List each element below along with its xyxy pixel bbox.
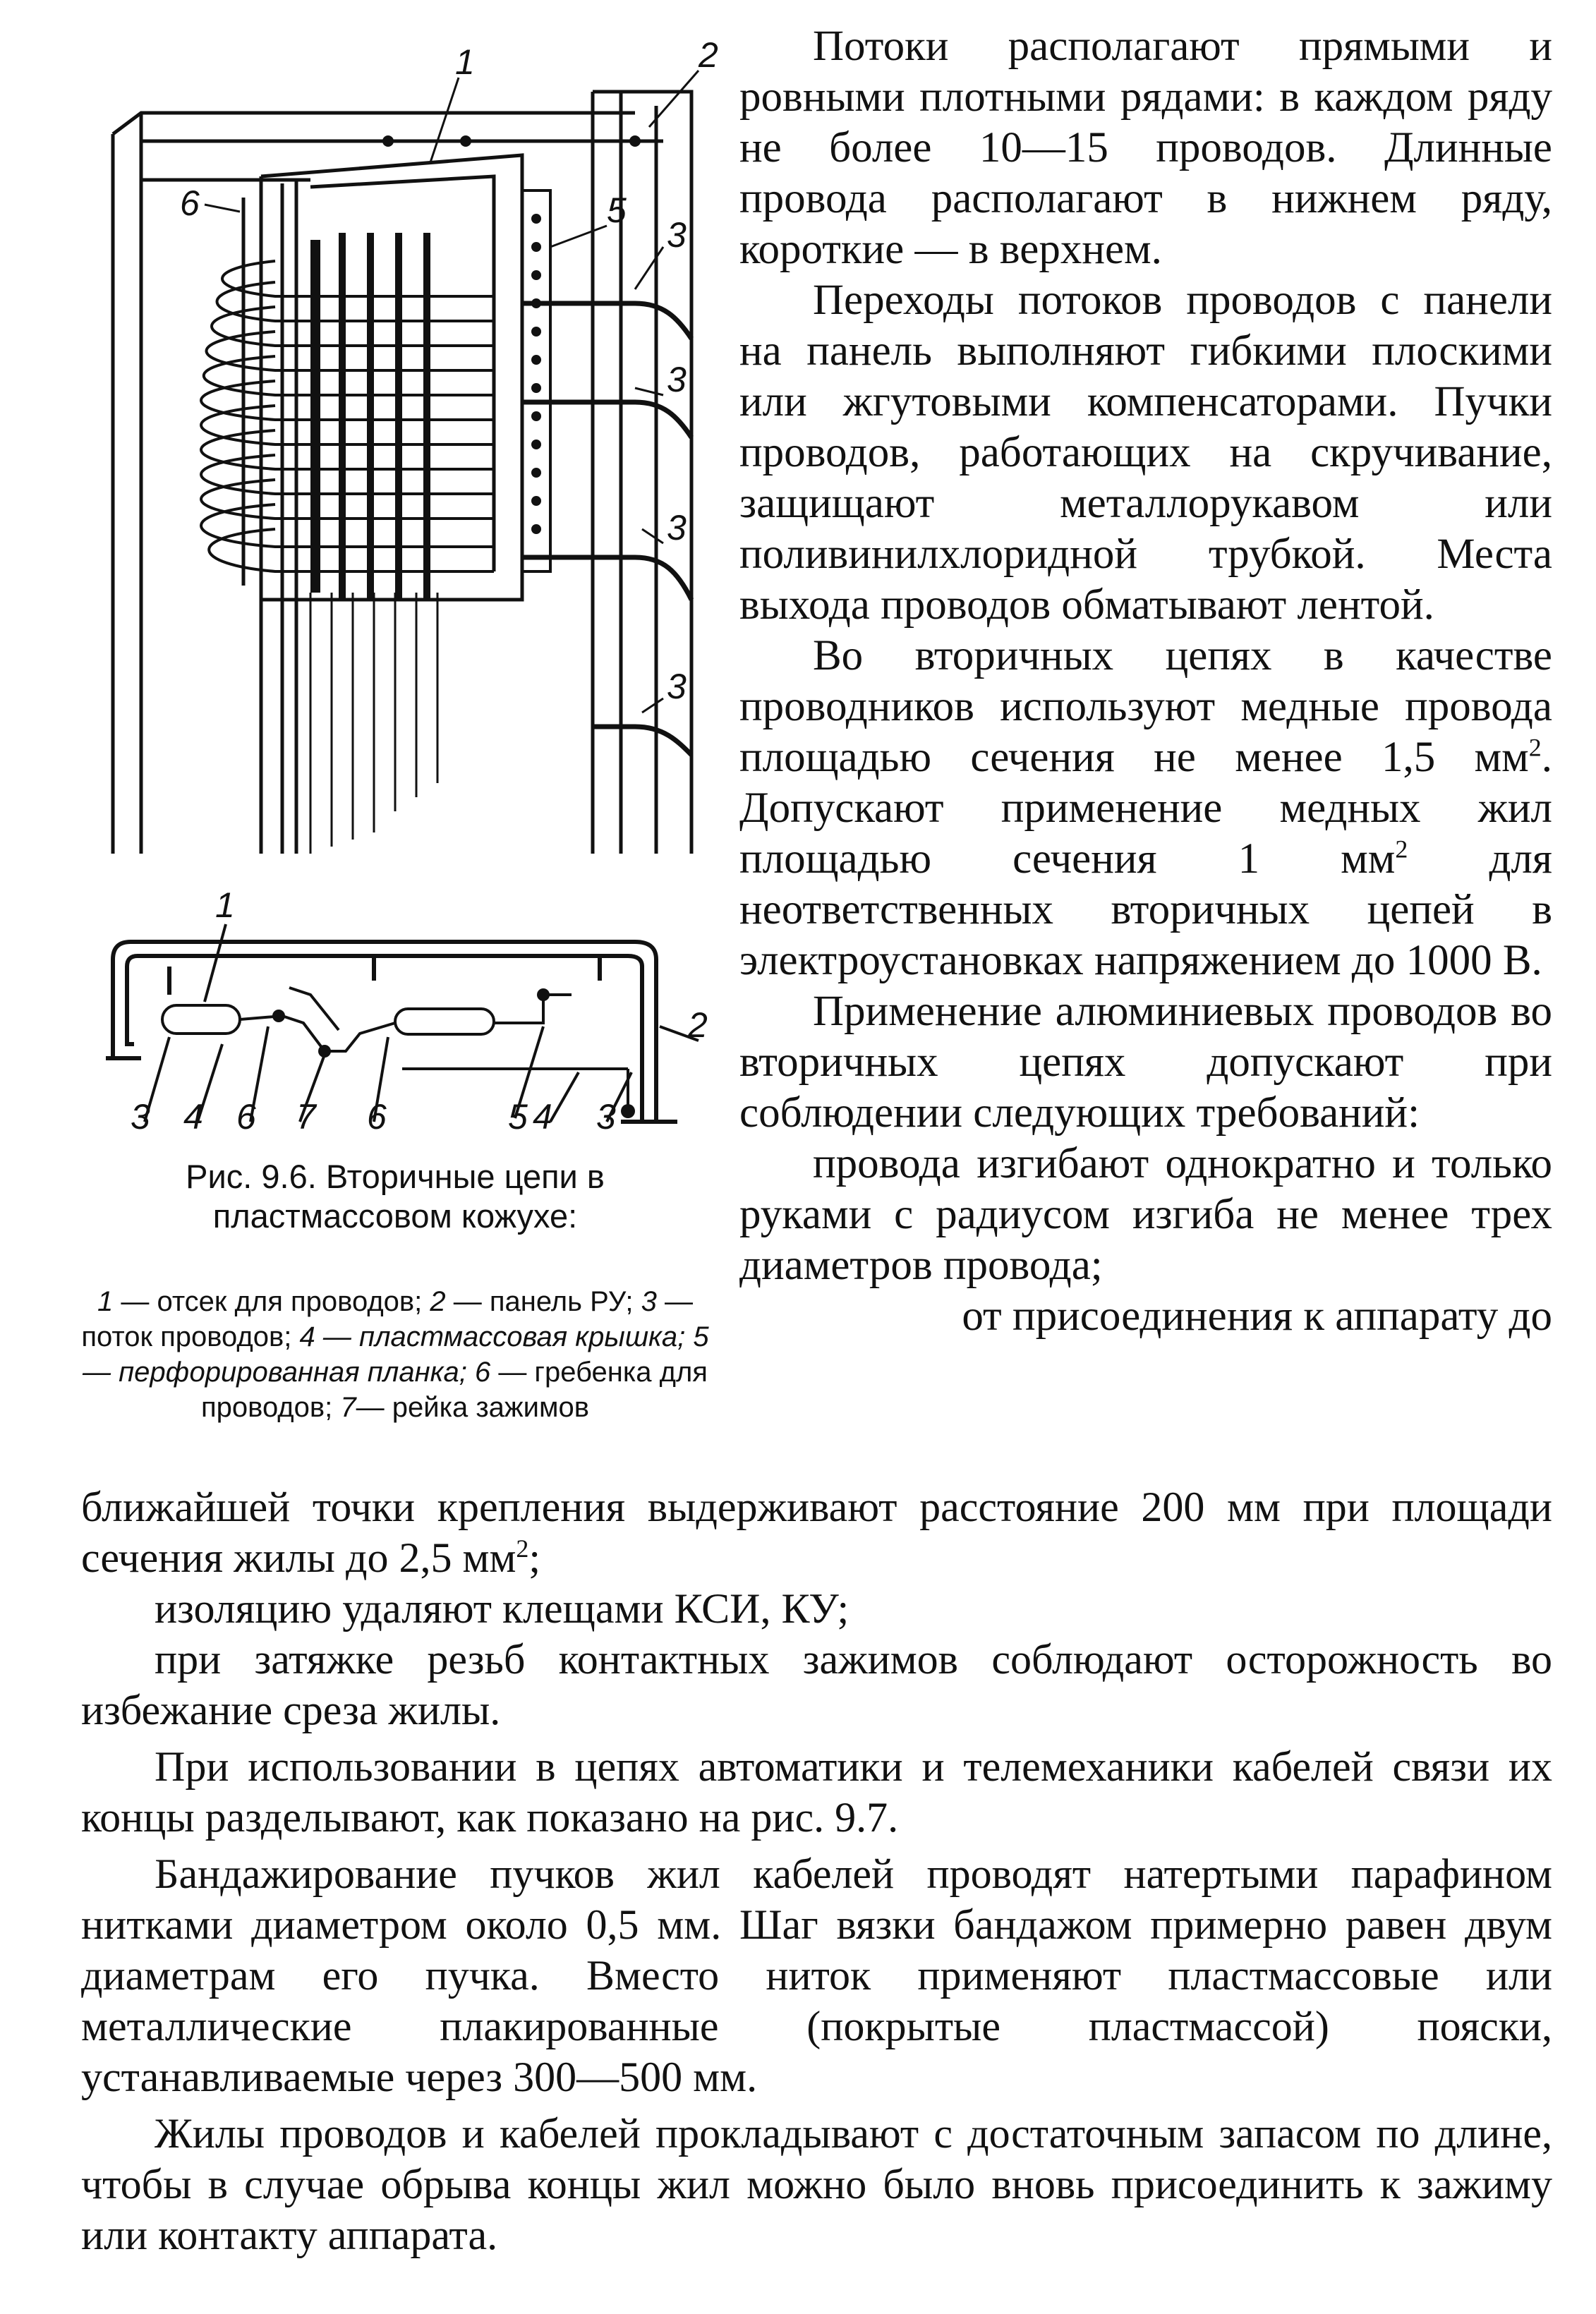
callout-2: 2 <box>699 35 718 75</box>
callout-bottom-5: 5 <box>508 1097 528 1136</box>
callout-bottom-2: 2 <box>688 1005 708 1045</box>
legend-text-6: — гребенка для проводов; <box>200 1357 708 1423</box>
full-width-text <box>81 1482 1552 2260</box>
legend-num-3: 3 <box>641 1286 657 1317</box>
callout-3d: 3 <box>667 667 687 706</box>
figure-caption: Рис. 9.6. Вторичные цепи в пластмассовом кожухе: <box>186 1158 605 1235</box>
copper-text-a: Во вторичных цепях в качестве проводников используют медные провода площадью сечения не менее 1,5 мм <box>739 632 1552 781</box>
distance-text-a: ближайшей точки крепления выдерживают расстояние 200 мм при площади сечения жилы до 2,5 мм <box>81 1484 1552 1581</box>
callout-3a: 3 <box>667 215 687 255</box>
legend-text-3: — поток проводов; <box>81 1286 694 1352</box>
legend-text-7: — рейка зажимов <box>356 1392 589 1423</box>
distance-text-b: ; <box>528 1534 541 1581</box>
legend-num-1: 1 <box>97 1286 114 1317</box>
callout-bottom-6: 6 <box>236 1097 256 1136</box>
callout-bottom-4: 4 <box>183 1097 203 1136</box>
requirement-distance-cont <box>81 1482 1552 1583</box>
superscript-2c: 2 <box>516 1534 529 1563</box>
legend-text-2: — панель РУ; <box>445 1286 641 1317</box>
panel-wiring-drawing <box>99 35 720 868</box>
figure-9-6 <box>71 28 720 1453</box>
superscript-2b: 2 <box>1395 835 1408 864</box>
paragraph-wire-reserve: Жилы проводов и кабелей прокладывают с достаточным запасом по длине, чтобы в случае обрыва концы жил можно было вновь присоединить к зажиму или контакту аппарата. <box>81 2110 1552 2258</box>
requirement-distance-start: от присоединения к аппарату до <box>962 1292 1552 1340</box>
legend-text-1: — отсек для проводов; <box>113 1286 430 1317</box>
paragraph-communication-cables: При использовании в цепях автоматики и телемеханики кабелей связи их концы разделывают, как показано на рис. 9.7. <box>81 1743 1552 1841</box>
callout-bottom-6b: 6 <box>367 1097 387 1136</box>
right-column-text <box>739 21 1552 1342</box>
superscript-2: 2 <box>1528 733 1542 762</box>
legend-num-5: 5 <box>693 1321 709 1352</box>
paragraph-bandaging: Бандажирование пучков жил кабелей проводят натертыми парафином нитками диаметром около 0,5 мм. Шаг вязки бандажом примерно равен двум диаметрам его пучка. Вместо ниток применяют пластмассовые или металлические плакированные (покрытые пластмассой) пояски, устанавливаемые через 300—500 мм. <box>81 1850 1552 2100</box>
callout-bottom-7: 7 <box>296 1097 316 1136</box>
legend-num-4: 4 <box>299 1321 315 1352</box>
callout-1: 1 <box>455 42 475 82</box>
paragraph-aluminium: Применение алюминиевых проводов во вторичных цепях допускают при соблюдении следующих требований: <box>739 988 1552 1137</box>
requirement-insulation: изоляцию удаляют клещами КСИ, КУ; <box>155 1585 850 1632</box>
requirement-bending: провода изгибают однократно и только руками с радиусом изгиба не менее трех диаметров провода; <box>739 1140 1552 1289</box>
copper-text-b: . Допускают применение медных жил площадью сечения 1 мм <box>739 734 1552 883</box>
callout-bottom-3b: 3 <box>596 1097 616 1136</box>
callout-3b: 3 <box>667 360 687 399</box>
legend-num-6: 6 <box>474 1357 491 1388</box>
paragraph-flows: Потоки располагают прямыми и ровными плотными рядами: в каждом ряду не более 10—15 проводов. Длинные провода располагают в нижнем ряду, короткие — в верхнем. <box>739 23 1552 273</box>
paragraph-transitions: Переходы потоков проводов с панели на панель выполняют гибкими плоскими или жгутовыми компенсаторами. Пучки проводов, работающих на скручивание, защищают металлорукавом или поливинилхлоридной трубкой. Места выхода проводов обматывают лентой. <box>739 277 1552 629</box>
legend-text-5: — перфорированная планка; <box>83 1357 475 1388</box>
cross-section-drawing <box>92 882 713 1136</box>
paragraph-copper-wires <box>739 631 1552 986</box>
copper-text-c: для неответственных вторичных цепей в электроустановках напряжением до 1000 В. <box>739 835 1552 984</box>
callout-3c: 3 <box>667 508 687 547</box>
legend-text-4: — пластмассовая крышка; <box>315 1321 694 1352</box>
callout-bottom-4b: 4 <box>533 1097 552 1136</box>
figure-legend <box>71 1284 720 1425</box>
callout-6: 6 <box>180 183 200 223</box>
callout-5: 5 <box>607 190 627 230</box>
requirement-thread-tightening: при затяжке резьб контактных зажимов соблюдают осторожность во избежание среза жилы. <box>81 1636 1552 1733</box>
legend-num-2: 2 <box>430 1286 446 1317</box>
legend-num-7: 7 <box>340 1392 356 1423</box>
callout-bottom-3: 3 <box>131 1097 150 1136</box>
callout-bottom-1: 1 <box>215 885 235 925</box>
